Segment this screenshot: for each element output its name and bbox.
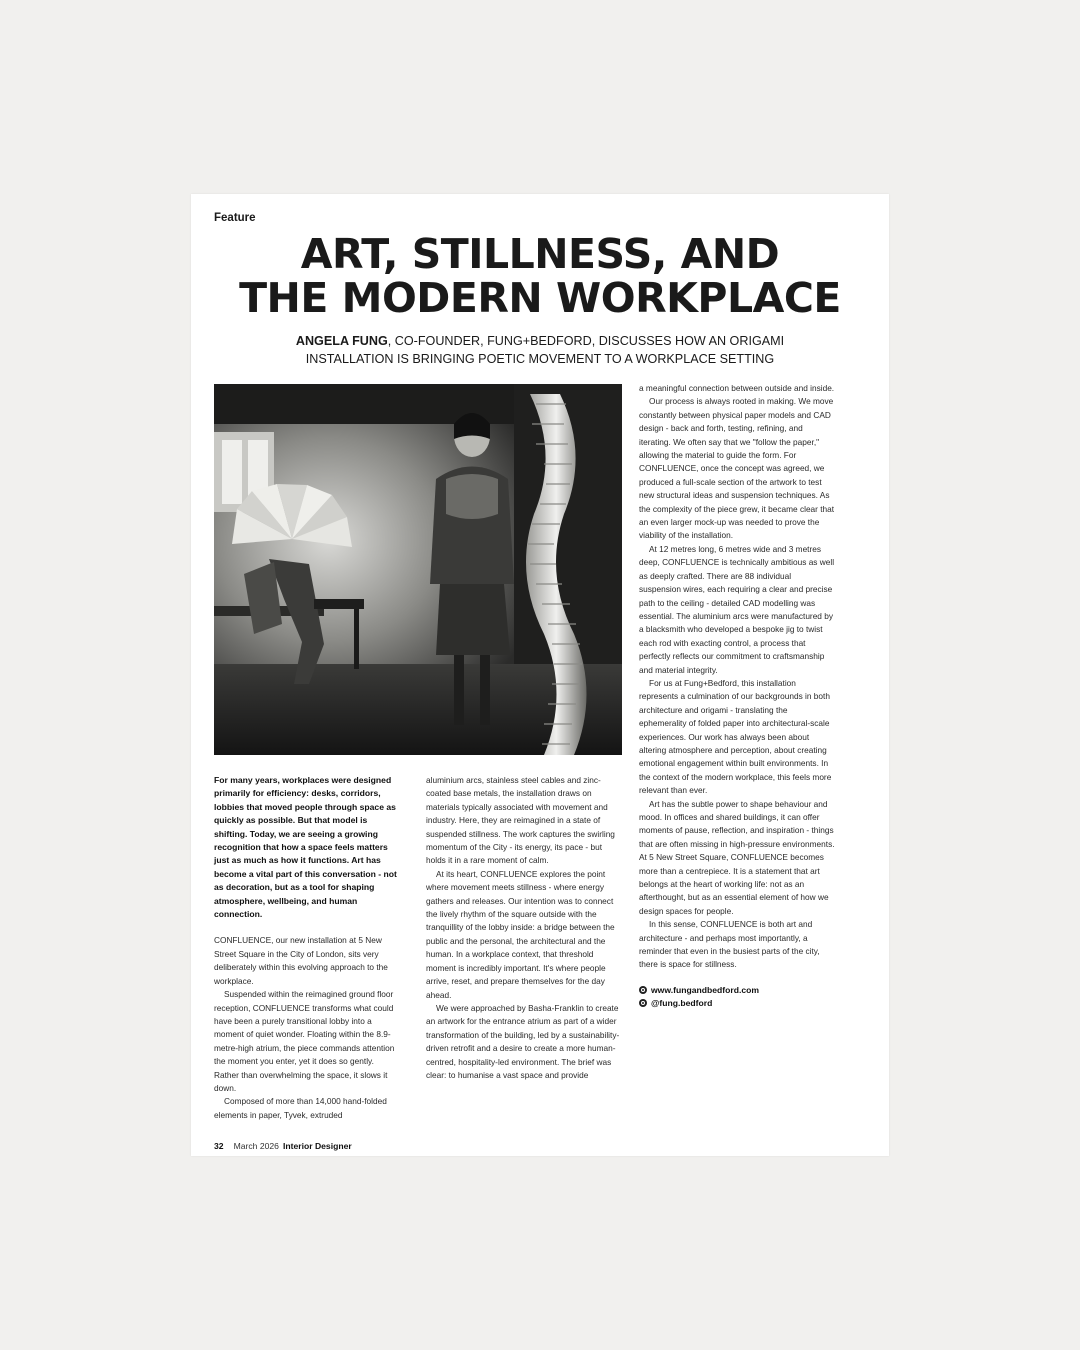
body-paragraph: Art has the subtle power to shape behaviour and mood. In offices and shared buildings, it can offer moments of pause, reflection, and inspiration - things that are often missing in high-pressure environments. At 5 New Street Square, CONFLUENCE becomes more than a centrepiece. It is a statement that art belongs at the heart of working life: not as an afterthought, but as an essential element of how we design spaces for people.: [639, 798, 835, 916]
text-column-2: [426, 774, 622, 1082]
feature-photo: [214, 384, 622, 755]
body-paragraph: In this sense, CONFLUENCE is both art and architecture - and perhaps most importantly, a reminder that even in the busiest parts of the city, there is space for stillness.: [639, 919, 820, 970]
body-paragraph: At 12 metres long, 6 metres wide and 3 metres deep, CONFLUENCE is technically ambitious as well as deeply crafted. There are 88 individual suspension wires, each requiring a clear and precise path to the ceiling - detailed CAD modelling was essential. The aluminium arcs were manufactured by a blacksmith who developed a bespoke jig to twist each rod with exacting control, a process that perfectly reflects our commitment to craftsmanship and material integrity.: [639, 543, 835, 675]
body-paragraph: Composed of more than 14,000 hand-folded elements in paper, Tyvek, extruded: [214, 1096, 387, 1120]
contact-links: [639, 984, 835, 1010]
issue-date: March 2026: [233, 1141, 279, 1151]
body-paragraph: CONFLUENCE, our new installation at 5 New Street Square in the City of London, sits very deliberately within this evolving approach to the workplace.: [214, 935, 388, 986]
instagram-icon: [639, 999, 647, 1007]
intro-paragraph: For many years, workplaces were designed primarily for efficiency: desks, corridors, lobbies that moved people through space as quickly as possible. But that model is shifting. Today, we are seeing a growing recognition that how a space feels matters just as much as how it functions. Art has become a vital part of this conversation - not as decoration, but as a tool for shaping atmosphere, wellbeing, and human connection.: [214, 775, 397, 920]
page-number: 32: [214, 1141, 224, 1151]
instagram-text: @fung.bedford: [651, 997, 713, 1008]
body-paragraph: For us at Fung+Bedford, this installation represents a culmination of our backgrounds in both architecture and origami - translating the ephemerality of folded paper into architectural-scale experiences. Our work has always been about altering atmosphere and perception, about creating emotional engagement within built environments. In the context of the modern workplace, this feels more relevant than ever.: [639, 677, 832, 796]
body-paragraph: Suspended within the reimagined ground floor reception, CONFLUENCE transforms what could have been a purely transitional lobby into a moment of quiet wonder. Floating within the 8.9-metre-high atrium, the piece commands attention the moment you enter, yet it does so gently. Rather than overwhelming the space, it slows it down.: [214, 989, 395, 1093]
headline-line-2: THE MODERN WORKPLACE: [239, 274, 841, 322]
section-label: Feature: [214, 212, 256, 224]
magazine-name: Interior Designer: [282, 1141, 352, 1151]
body-paragraph: Our process is always rooted in making. We move constantly between physical paper models and CAD design - back and forth, testing, refining, and iterating. We often say that we "follow the paper," allowing the material to guide the form. For CONFLUENCE, once the concept was agreed, we produced a full-scale section of the artwork to test new structural ideas and suspension techniques. As the complexity of the piece grew, it became clear that an even larger mock-up was needed to prove the viability of the installation.: [639, 396, 835, 541]
body-paragraph: At its heart, CONFLUENCE explores the point where movement meets stillness - where energy gathers and releases. Our intention was to connect the lively rhythm of the square outside with the tranquillity of the lobby inside: a bridge between the public and the personal, the architectural and the human. In a workplace context, that threshold moment is incredibly important. It's where people arrive, reset, and prepare themselves for the day ahead.: [426, 868, 615, 1000]
body-paragraph: a meaningful connection between outside and inside.: [639, 383, 835, 393]
website-link[interactable]: [639, 984, 835, 997]
body-paragraph: We were approached by Basha-Franklin to create an artwork for the entrance atrium as part of a wider transformation of the building, led by a sustainability-driven retrofit and a desire to create a more human-centred, hospitality-led environment. The brief was clear: to humanise a vast space and provide: [426, 1002, 620, 1080]
standfirst-text: , CO-FOUNDER, FUNG+BEDFORD, DISCUSSES HOW AN ORIGAMI INSTALLATION IS BRINGING POETIC MOVEMENT TO A WORKPLACE SETTING: [305, 334, 785, 366]
headline: [191, 232, 889, 320]
text-column-1: [214, 774, 400, 1122]
standfirst-name: ANGELA FUNG: [295, 334, 388, 348]
page-footer: [214, 1141, 352, 1151]
text-column-3: [639, 382, 835, 1010]
globe-icon: [639, 986, 647, 994]
headline-line-1: ART, STILLNESS, AND: [300, 230, 780, 278]
standfirst: [251, 332, 829, 368]
website-text: www.fungandbedford.com: [651, 984, 760, 995]
instagram-link[interactable]: [639, 997, 835, 1010]
body-paragraph: aluminium arcs, stainless steel cables and zinc-coated base metals, the installation draws on materials typically associated with movement and industry. Here, they are reimagined in a state of suspended stillness. The work captures the swirling momentum of the City - its energy, its pace - but holds it in a rare moment of calm.: [426, 775, 615, 866]
magazine-page: [191, 194, 889, 1156]
